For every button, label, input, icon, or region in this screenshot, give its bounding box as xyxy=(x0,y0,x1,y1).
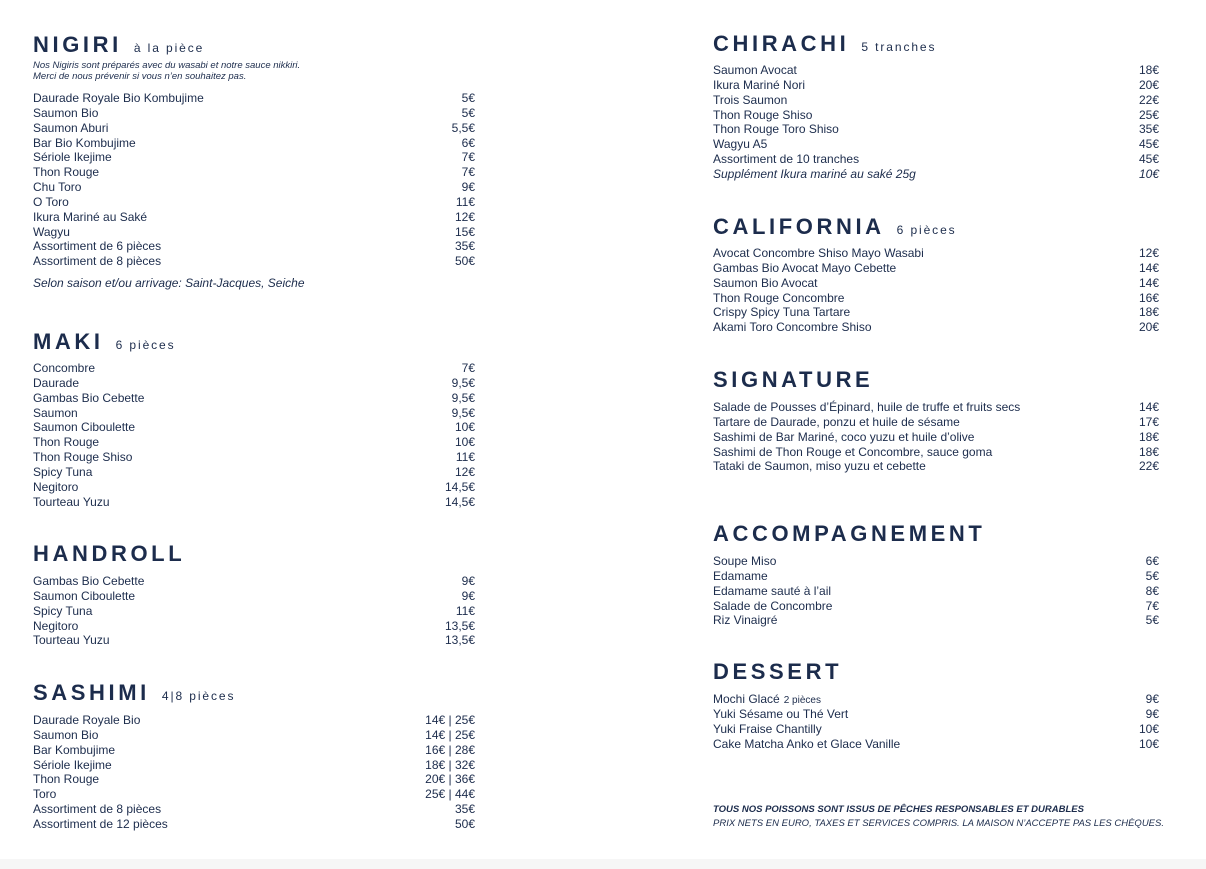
menu-item xyxy=(33,480,475,495)
item-name: Yuki Fraise Chantilly xyxy=(713,721,822,736)
menu-item xyxy=(33,633,475,648)
menu-item xyxy=(33,254,475,269)
section-nigiri xyxy=(33,32,475,290)
item-name: Sashimi de Bar Mariné, coco yuzu et huile d’olive xyxy=(713,429,975,444)
item-price: 35€ xyxy=(454,802,475,817)
menu-item xyxy=(713,707,1159,722)
menu-item xyxy=(713,445,1159,460)
menu-item xyxy=(713,78,1159,93)
item-price: 7€ xyxy=(461,150,475,165)
menu-item xyxy=(33,391,475,406)
item-name: Saumon Bio xyxy=(33,105,99,120)
menu-item xyxy=(713,122,1159,137)
menu-item xyxy=(713,599,1159,614)
section-sashimi xyxy=(33,680,475,832)
item-name: Negitoro xyxy=(33,618,79,633)
menu-item xyxy=(33,195,475,210)
item-price: 50€ xyxy=(454,816,475,831)
section-dessert xyxy=(713,659,1159,751)
item-name: Daurade xyxy=(33,375,80,390)
item-price: 9€ xyxy=(1145,706,1159,721)
item-name: Negitoro xyxy=(33,479,79,494)
menu-item xyxy=(33,817,475,832)
menu-item xyxy=(713,152,1159,167)
menu-item xyxy=(33,574,475,589)
item-name: Avocat Concombre Shiso Mayo Wasabi xyxy=(713,246,924,260)
menu-item xyxy=(713,305,1159,320)
item-name: Gambas Bio Cebette xyxy=(33,390,145,405)
item-name: Thon Rouge Toro Shiso xyxy=(713,122,839,137)
item-name: Sashimi de Thon Rouge et Concombre, sauce goma xyxy=(713,444,993,459)
menu-item xyxy=(33,376,475,391)
item-name: Tataki de Saumon, miso yuzu et cebette xyxy=(713,459,926,474)
section-header xyxy=(713,214,1159,242)
item-price: 18€ xyxy=(1138,444,1159,459)
item-price: 14€ xyxy=(1138,260,1159,275)
item-price: 45€ xyxy=(1138,152,1159,167)
section-title: SASHIMI xyxy=(33,680,150,705)
footer-pricing-note: PRIX NETS EN EURO, TAXES ET SERVICES COMPRIS. LA MAISON N’ACCEPTE PAS LES CHÈQUES. xyxy=(713,818,1164,829)
seasonal-note: Selon saison et/ou arrivage: Saint-Jacques, Seiche xyxy=(33,276,305,291)
item-name: Tourteau Yuzu xyxy=(33,494,110,509)
item-list xyxy=(713,554,1159,628)
item-price: 9,5€ xyxy=(451,375,475,390)
section-title: SIGNATURE xyxy=(713,367,874,392)
item-price: 12€ xyxy=(454,209,475,224)
menu-item xyxy=(713,584,1159,599)
item-price: 10€ xyxy=(454,420,475,435)
item-price: 11€ xyxy=(455,450,475,465)
menu-item xyxy=(713,291,1159,306)
item-price: 14,5€ xyxy=(444,494,475,509)
item-price: 18€ xyxy=(1138,63,1159,77)
menu-item xyxy=(713,400,1159,415)
menu-item-supplement xyxy=(713,167,1159,182)
section-title: CALIFORNIA xyxy=(713,214,885,239)
menu-item xyxy=(33,406,475,421)
menu-item xyxy=(33,787,475,802)
item-price: 12€ xyxy=(454,464,475,479)
item-price: 11€ xyxy=(455,194,475,209)
menu-item xyxy=(713,276,1159,291)
section-title: CHIRACHI xyxy=(713,31,850,56)
section-chirachi xyxy=(713,31,1159,182)
item-price: 18€ | 32€ xyxy=(425,757,475,772)
item-name: Ikura Mariné Nori xyxy=(713,77,806,92)
item-price: 9,5€ xyxy=(451,390,475,405)
item-list xyxy=(33,574,475,648)
menu-item xyxy=(33,758,475,773)
item-name: O Toro xyxy=(33,194,69,209)
menu-item xyxy=(713,63,1159,78)
section-handroll xyxy=(33,541,475,648)
section-header xyxy=(33,541,475,569)
section-title: MAKI xyxy=(33,329,104,354)
item-name: Trois Saumon xyxy=(713,92,788,107)
item-name: Thon Rouge Shiso xyxy=(713,107,813,122)
section-header xyxy=(713,521,1159,549)
item-name: Assortiment de 6 pièces xyxy=(33,239,162,254)
item-price: 25€ xyxy=(1138,107,1159,122)
item-name: Ikura Mariné au Saké xyxy=(33,209,148,224)
item-name: Assortiment de 8 pièces xyxy=(33,802,162,817)
menu-item xyxy=(713,93,1159,108)
item-name: Gambas Bio Avocat Mayo Cebette xyxy=(713,260,897,275)
item-price: 9,5€ xyxy=(451,405,475,420)
menu-item xyxy=(33,772,475,787)
menu-item xyxy=(33,136,475,151)
menu-item xyxy=(713,430,1159,445)
item-price: 5,5€ xyxy=(451,120,475,135)
item-name: Daurade Royale Bio xyxy=(33,713,141,727)
menu-item xyxy=(33,743,475,758)
item-price: 18€ xyxy=(1138,429,1159,444)
item-list xyxy=(33,361,475,509)
section-header xyxy=(33,680,475,708)
section-header xyxy=(33,329,475,357)
item-price: 16€ | 28€ xyxy=(425,742,475,757)
item-name: Akami Toro Concombre Shiso xyxy=(713,320,872,335)
item-name: Chu Toro xyxy=(33,180,82,195)
section-subtitle: 4|8 pièces xyxy=(161,689,236,703)
item-price: 7€ xyxy=(461,361,475,375)
menu-item xyxy=(33,450,475,465)
item-name: Saumon Aburi xyxy=(33,120,109,135)
note-line: Merci de nous prévenir si vous n’en souhaitez pas. xyxy=(33,71,247,82)
item-price: 17€ xyxy=(1138,414,1159,429)
item-price: 13,5€ xyxy=(444,633,475,648)
section-title: ACCOMPAGNEMENT xyxy=(713,521,986,546)
item-list xyxy=(713,692,1159,751)
item-price: 20€ | 36€ xyxy=(425,772,475,787)
item-list xyxy=(33,713,475,832)
item-price: 22€ xyxy=(1138,92,1159,107)
item-name: Thon Rouge xyxy=(33,435,100,450)
note-line: Nos Nigiris sont préparés avec du wasabi et notre sauce nikkiri. xyxy=(33,60,301,71)
section-header xyxy=(713,367,1159,395)
section-header xyxy=(713,659,1159,687)
item-price: 9€ xyxy=(1145,692,1159,706)
item-price: 14€ xyxy=(1138,275,1159,290)
item-price: 35€ xyxy=(1138,122,1159,137)
item-name: Yuki Sésame ou Thé Vert xyxy=(713,706,849,721)
item-price: 14€ | 25€ xyxy=(425,727,475,742)
menu-item xyxy=(33,225,475,240)
item-price: 9€ xyxy=(461,574,475,588)
item-price: 14€ xyxy=(1138,400,1159,414)
item-price: 7€ xyxy=(1145,598,1159,613)
item-price: 16€ xyxy=(1138,290,1159,305)
item-name: Toro xyxy=(33,787,57,802)
item-list xyxy=(33,91,475,269)
item-name: Bar Bio Kombujime xyxy=(33,135,136,150)
section-title: DESSERT xyxy=(713,659,843,684)
menu-item xyxy=(33,802,475,817)
item-name: Thon Rouge xyxy=(33,772,100,787)
menu-item xyxy=(713,722,1159,737)
item-name: Cake Matcha Anko et Glace Vanille xyxy=(713,736,901,751)
item-price: 45€ xyxy=(1138,137,1159,152)
item-name: Crispy Spicy Tuna Tartare xyxy=(713,305,851,320)
item-price: 15€ xyxy=(454,224,475,239)
menu-item xyxy=(33,361,475,376)
footer-sustainability: TOUS NOS POISSONS SONT ISSUS DE PÊCHES RESPONSABLES ET DURABLES xyxy=(713,804,1084,815)
item-name: Spicy Tuna xyxy=(33,603,93,618)
menu-item xyxy=(33,91,475,106)
item-price: 5€ xyxy=(461,105,475,120)
item-name: Soupe Miso xyxy=(713,554,777,568)
menu-item xyxy=(33,465,475,480)
menu-item xyxy=(713,692,1159,707)
menu-item xyxy=(33,495,475,510)
item-price: 14,5€ xyxy=(444,479,475,494)
item-name: Salade de Concombre xyxy=(713,598,833,613)
footer-notes xyxy=(713,803,1173,831)
item-name: Concombre xyxy=(33,361,96,375)
item-price: 10€ xyxy=(1138,721,1159,736)
item-price: 5€ xyxy=(1145,568,1159,583)
item-price: 6€ xyxy=(461,135,475,150)
menu-item xyxy=(713,415,1159,430)
menu-item xyxy=(33,604,475,619)
menu-item xyxy=(713,554,1159,569)
item-name: Sériole Ikejime xyxy=(33,757,112,772)
menu-item xyxy=(33,106,475,121)
item-name: Salade de Pousses d’Épinard, huile de truffe et fruits secs xyxy=(713,400,1021,414)
item-name: Assortiment de 8 pièces xyxy=(33,254,162,269)
item-name: Thon Rouge Concombre xyxy=(713,290,845,305)
item-price: 18€ xyxy=(1138,305,1159,320)
item-price: 13,5€ xyxy=(444,618,475,633)
section-title: NIGIRI xyxy=(33,32,122,57)
item-price: 7€ xyxy=(461,165,475,180)
item-quantity: 2 pièces xyxy=(783,695,821,706)
section-header xyxy=(33,32,475,60)
item-price: 9€ xyxy=(461,180,475,195)
menu-item xyxy=(33,239,475,254)
menu-item xyxy=(713,261,1159,276)
item-name: Spicy Tuna xyxy=(33,464,93,479)
item-name: Sériole Ikejime xyxy=(33,150,112,165)
section-subtitle: à la pièce xyxy=(133,41,205,55)
item-price: 5€ xyxy=(461,91,475,105)
item-name: Bar Kombujime xyxy=(33,742,116,757)
item-name: Supplément Ikura mariné au saké 25g xyxy=(713,166,916,181)
section-california xyxy=(713,214,1159,335)
item-name: Tartare de Daurade, ponzu et huile de sésame xyxy=(713,414,960,429)
item-price: 22€ xyxy=(1138,459,1159,474)
item-name: Thon Rouge Shiso xyxy=(33,450,133,465)
menu-item xyxy=(33,619,475,634)
section-subtitle: 5 tranches xyxy=(861,40,937,54)
menu-item xyxy=(33,165,475,180)
menu-item xyxy=(33,420,475,435)
item-price: 10€ xyxy=(1138,736,1159,751)
item-list xyxy=(713,63,1159,182)
item-name: Daurade Royale Bio Kombujime xyxy=(33,91,204,105)
menu-item xyxy=(713,459,1159,474)
item-price: 5€ xyxy=(1145,613,1159,628)
menu-item xyxy=(33,728,475,743)
item-price: 10€ xyxy=(1138,166,1159,181)
item-price: 20€ xyxy=(1138,320,1159,335)
item-name: Saumon Bio Avocat xyxy=(713,275,818,290)
item-name: Wagyu xyxy=(33,224,70,239)
menu-item xyxy=(713,737,1159,752)
section-header xyxy=(713,31,1159,59)
item-name: Tourteau Yuzu xyxy=(33,633,110,648)
item-name: Mochi Glacé xyxy=(713,692,780,706)
item-name: Edamame xyxy=(713,568,768,583)
item-price: 11€ xyxy=(455,603,475,618)
item-price: 14€ | 25€ xyxy=(425,713,475,727)
item-price: 12€ xyxy=(1138,246,1159,260)
item-price: 10€ xyxy=(454,435,475,450)
menu-item xyxy=(33,150,475,165)
item-name: Saumon xyxy=(33,405,78,420)
menu-item xyxy=(713,246,1159,261)
item-name: Assortiment de 12 pièces xyxy=(33,816,168,831)
item-name: Saumon Bio xyxy=(33,727,99,742)
menu-item xyxy=(33,589,475,604)
menu-item xyxy=(713,137,1159,152)
menu-item xyxy=(33,180,475,195)
item-name: Riz Vinaigré xyxy=(713,613,778,628)
item-list xyxy=(713,400,1159,474)
item-price: 50€ xyxy=(454,254,475,269)
item-name: Thon Rouge xyxy=(33,165,100,180)
menu-item xyxy=(713,108,1159,123)
item-price: 6€ xyxy=(1145,554,1159,568)
menu-item xyxy=(33,435,475,450)
section-maki xyxy=(33,329,475,509)
menu-item xyxy=(713,320,1159,335)
item-list xyxy=(713,246,1159,335)
item-price: 35€ xyxy=(454,239,475,254)
item-name: Saumon Avocat xyxy=(713,63,797,77)
item-price: 9€ xyxy=(461,588,475,603)
item-name: Assortiment de 10 tranches xyxy=(713,152,860,167)
section-signature xyxy=(713,367,1159,474)
menu-item xyxy=(713,569,1159,584)
menu-item xyxy=(33,121,475,136)
section-title: HANDROLL xyxy=(33,541,186,566)
section-subtitle: 6 pièces xyxy=(115,338,176,352)
item-name: Saumon Ciboulette xyxy=(33,588,136,603)
menu-item xyxy=(33,713,475,728)
menu-item xyxy=(713,613,1159,628)
section-accompagnement xyxy=(713,521,1159,628)
item-name: Wagyu A5 xyxy=(713,137,768,152)
item-name: Saumon Ciboulette xyxy=(33,420,136,435)
page-bottom-band xyxy=(0,859,1206,869)
section-note xyxy=(33,60,475,82)
item-price: 20€ xyxy=(1138,77,1159,92)
section-subtitle: 6 pièces xyxy=(896,223,957,237)
item-price: 8€ xyxy=(1145,583,1159,598)
item-price: 25€ | 44€ xyxy=(425,787,475,802)
item-name: Edamame sauté à l’ail xyxy=(713,583,832,598)
menu-item xyxy=(33,210,475,225)
item-name: Gambas Bio Cebette xyxy=(33,574,145,588)
